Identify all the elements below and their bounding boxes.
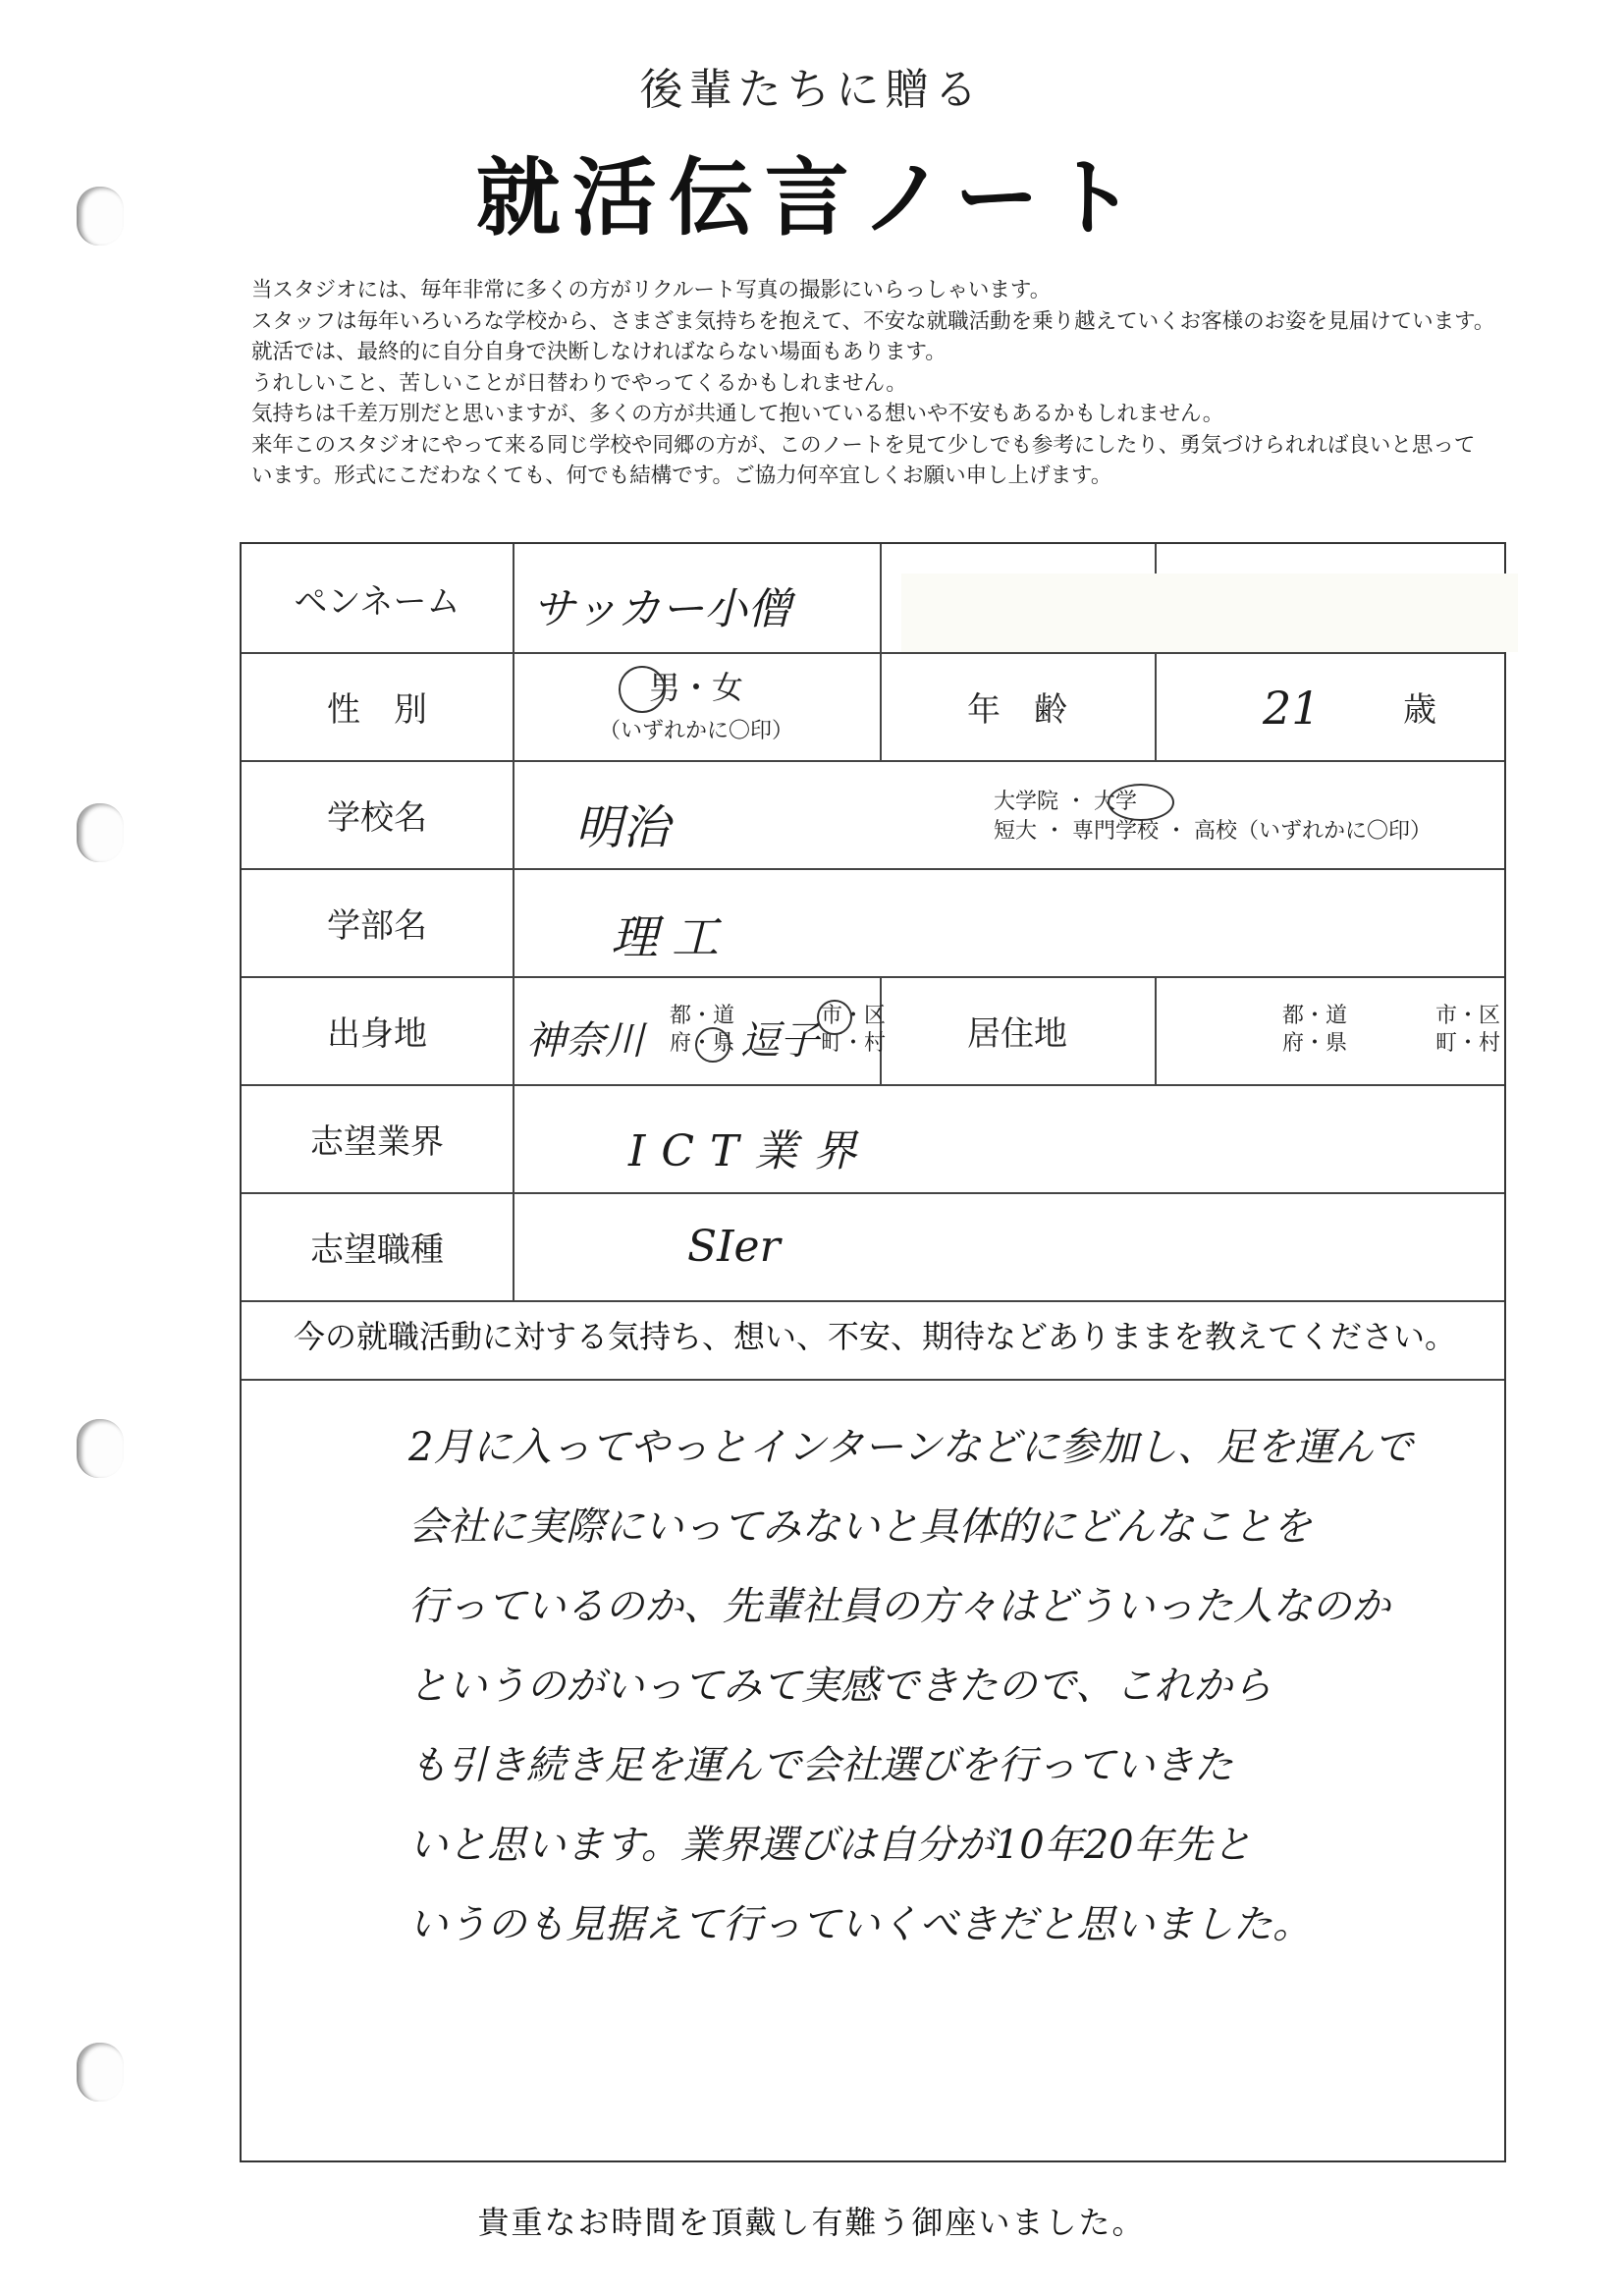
age-unit: 歳 (1403, 689, 1436, 730)
school-value: 明治 (575, 800, 671, 855)
hometown-label: 出身地 (327, 1013, 427, 1054)
pref-suffix: 都・道 (1282, 1004, 1348, 1028)
essay-answer (408, 1408, 1469, 1965)
gender-note: （いずれかに〇印） (598, 718, 793, 743)
age-label: 年 齢 (967, 689, 1067, 730)
faculty-value: 理工 (611, 910, 733, 965)
col-divider (513, 544, 514, 1300)
intro-line: 就活では、最終的に自分自身で決断しなければならない場面もあります。 (251, 340, 947, 364)
intro-text (251, 275, 1587, 492)
intro-line: 気持ちは千差万別だと思いますが、多くの方が共通して抱いている想いや不安もあるかもしれません。 (251, 402, 1224, 426)
essay-question: 今の就職活動に対する気持ち、想い、不安、期待などありままを教えてください。 (293, 1318, 1456, 1355)
school-label: 学校名 (327, 797, 427, 838)
job-value: SIer (687, 1222, 781, 1272)
redacted-area (901, 574, 1518, 652)
job-label: 志望職種 (310, 1230, 444, 1270)
pref-circle-mark (695, 1027, 730, 1063)
school-type-line1: 大学院 ・ 大学 (994, 790, 1137, 814)
city-suffix: 町・村 (821, 1031, 887, 1056)
row-divider (242, 1379, 1504, 1381)
intro-line: 来年このスタジオにやって来る同じ学校や同郷の方が、このノートを見て少しでも参考にしたり、勇気づけられれば良いと思って (251, 432, 1476, 458)
essay-line: いと思います。業界選びは自分が10年20年先と (408, 1823, 1252, 1868)
gender-circle-mark (619, 666, 666, 713)
punch-hole (77, 803, 124, 862)
school-type-line2: 短大 ・ 専門学校 ・ 高校（いずれかに〇印） (994, 819, 1432, 844)
gender-label: 性 別 (327, 689, 427, 730)
message-form (240, 542, 1506, 2162)
faculty-label: 学部名 (327, 905, 427, 946)
industry-label: 志望業界 (310, 1121, 444, 1162)
page-title: 就活伝言ノート (475, 149, 1148, 247)
footer-thanks: 貴重なお時間を頂戴し有難う御座いました。 (477, 2204, 1146, 2241)
punch-hole (77, 1419, 124, 1478)
intro-line: 当スタジオには、毎年非常に多くの方がリクルート写真の撮影にいらっしゃいます。 (251, 278, 1052, 302)
residence-label: 居住地 (967, 1013, 1067, 1054)
pref-suffix: 府・県 (670, 1031, 735, 1056)
penname-label: ペンネーム (294, 581, 460, 622)
row-divider (242, 1300, 1504, 1302)
essay-line: 行っているのか、先輩社員の方々はどういった人なのか (408, 1584, 1390, 1629)
essay-line: も引き続き足を運んで会社選びを行っていきた (408, 1743, 1233, 1788)
essay-line: 会社に実際にいってみないと具体的にどんなことを (408, 1504, 1312, 1550)
pref-suffix: 府・県 (1282, 1031, 1348, 1056)
city-suffix: 市・区 (1435, 1004, 1501, 1028)
industry-value: ICT業界 (628, 1126, 873, 1176)
school-circle-mark (1108, 784, 1174, 821)
page-subtitle: 後輩たちに贈る (639, 65, 984, 115)
pref-suffix: 都・道 (670, 1004, 735, 1028)
col-divider (1155, 976, 1157, 1084)
essay-line: というのがいってみて実感できたので、これから (408, 1664, 1272, 1709)
gender-options: 男・女 (648, 669, 743, 706)
penname-value: サッカー小僧 (532, 584, 791, 634)
city-circle-mark (817, 1000, 852, 1035)
city-suffix: 市・区 (821, 1004, 887, 1028)
city-suffix: 町・村 (1435, 1031, 1501, 1056)
essay-line: 2月に入ってやっとインターンなどに参加し、足を運んで (408, 1425, 1414, 1470)
intro-line: います。形式にこだわなくても、何でも結構です。ご協力何卒宜しくお願い申し上げます。 (251, 464, 1112, 488)
intro-line: スタッフは毎年いろいろな学校から、さまざま気持ちを抱えて、不安な就職活動を乗り越えていくお客様のお姿を見届けています。 (251, 308, 1495, 334)
hometown-pref: 神奈川 (526, 1018, 644, 1064)
age-value: 21 (1263, 682, 1321, 735)
hometown-city: 逗子 (740, 1018, 819, 1064)
punch-hole (77, 2043, 124, 2102)
essay-line: いうのも見据えて行っていくべきだと思いました。 (408, 1902, 1312, 1947)
intro-line: うれしいこと、苦しいことが日替わりでやってくるかもしれません。 (251, 370, 907, 396)
